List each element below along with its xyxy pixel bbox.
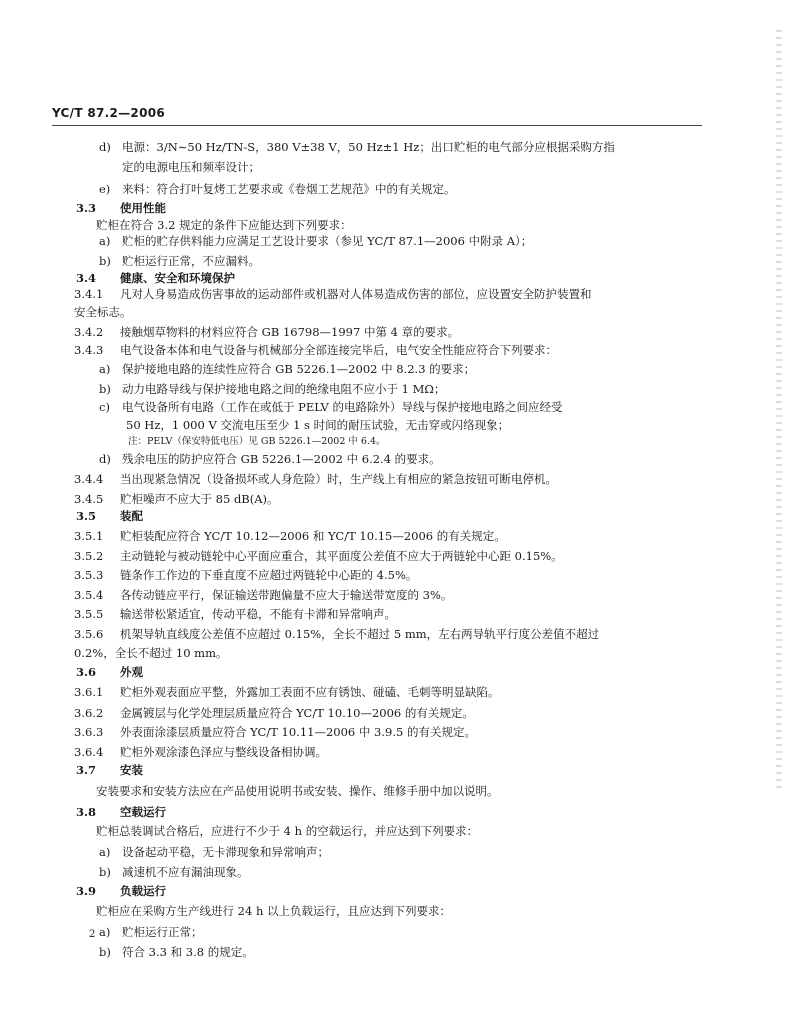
clause-text: 金属镀层与化学处理层质量应符合 YC/T 10.10—2006 的有关规定。 bbox=[120, 706, 474, 720]
section-heading: 负载运行 bbox=[120, 884, 166, 898]
clause-text: 安装要求和安装方法应在产品使用说明书或安装、操作、维修手册中加以说明。 bbox=[96, 784, 499, 798]
header-rule bbox=[52, 125, 702, 126]
clause-number: 3.5.6 bbox=[74, 627, 104, 641]
clause-text: 接触烟草物料的材料应符合 GB 16798—1997 中第 4 章的要求。 bbox=[120, 325, 460, 339]
clause-text: 凡对人身易造成伤害事故的运动部件或机器对人体易造成伤害的部位，应设置安全防护装置和 bbox=[120, 287, 592, 301]
clause-text: 贮柜噪声不应大于 85 dB(A)。 bbox=[120, 492, 279, 506]
clause-number: 3.5.3 bbox=[74, 568, 104, 582]
clause-number: a) bbox=[99, 362, 111, 376]
standard-code-header: YC/T 87.2—2006 bbox=[52, 106, 166, 120]
clause-number: 3.6.4 bbox=[74, 745, 104, 759]
section-heading: 使用性能 bbox=[120, 201, 166, 215]
page-number: 2 bbox=[89, 929, 96, 940]
clause-text: 贮柜外观涂漆色泽应与整线设备相协调。 bbox=[120, 745, 327, 759]
clause-number: 3.8 bbox=[76, 805, 97, 819]
clause-text: 贮柜应在采购方生产线进行 24 h 以上负载运行，且应达到下列要求： bbox=[96, 904, 452, 918]
clause-number: 3.9 bbox=[76, 884, 97, 898]
clause-text: 设备起动平稳，无卡滞现象和异常响声； bbox=[122, 845, 329, 859]
clause-number: 3.7 bbox=[76, 763, 97, 777]
clause-text: 动力电路导线与保护接地电路之间的绝缘电阻不应小于 1 MΩ； bbox=[122, 382, 446, 396]
scan-edge-artifact bbox=[776, 30, 782, 790]
clause-number: 3.5.4 bbox=[74, 588, 104, 602]
clause-text: 安全标志。 bbox=[74, 305, 132, 319]
clause-number: 3.5.2 bbox=[74, 549, 104, 563]
clause-text: 来料：符合打叶复烤工艺要求或《卷烟工艺规范》中的有关规定。 bbox=[122, 182, 456, 196]
clause-text: 输送带松紧适宜，传动平稳，不能有卡滞和异常响声。 bbox=[120, 607, 396, 621]
clause-text: 电气设备所有电路（工作在或低于 PELV 的电路除外）导线与保护接地电路之间应经受 bbox=[122, 400, 563, 414]
clause-number: 3.6.2 bbox=[74, 706, 104, 720]
clause-number: a) bbox=[99, 925, 111, 939]
section-heading: 安装 bbox=[120, 763, 143, 777]
note-text: 注：PELV（保安特低电压）见 GB 5226.1—2002 中 6.4。 bbox=[128, 436, 386, 447]
clause-number: 3.4.3 bbox=[74, 343, 104, 357]
clause-number: 3.6.1 bbox=[74, 685, 104, 699]
clause-text: 贮柜运行正常，不应漏料。 bbox=[122, 254, 260, 268]
clause-number: 3.4.5 bbox=[74, 492, 104, 506]
clause-text: 贮柜在符合 3.2 规定的条件下应能达到下列要求： bbox=[96, 218, 352, 232]
clause-number: a) bbox=[99, 845, 111, 859]
clause-text: 电气设备本体和电气设备与机械部分全部连接完毕后，电气安全性能应符合下列要求： bbox=[120, 343, 557, 357]
section-heading: 空载运行 bbox=[120, 805, 166, 819]
clause-number: 3.5.1 bbox=[74, 529, 104, 543]
clause-text: 保护接地电路的连续性应符合 GB 5226.1—2002 中 8.2.3 的要求； bbox=[122, 362, 476, 376]
clause-text: 各传动链应平行，保证输送带跑偏量不应大于输送带宽度的 3%。 bbox=[120, 588, 453, 602]
clause-text: 贮柜的贮存供料能力应满足工艺设计要求（参见 YC/T 87.1—2006 中附录 A）； bbox=[122, 234, 533, 248]
clause-number: e) bbox=[99, 182, 111, 196]
section-heading: 健康、安全和环境保护 bbox=[120, 271, 235, 285]
clause-text: 0.2%，全长不超过 10 mm。 bbox=[74, 646, 228, 660]
clause-number: 3.5.5 bbox=[74, 607, 104, 621]
clause-number: 3.6.3 bbox=[74, 725, 104, 739]
clause-text: 机架导轨直线度公差值不应超过 0.15%，全长不超过 5 mm，左右两导轨平行度公差值不超过 bbox=[120, 627, 600, 641]
clause-text: 链条作工作边的下垂直度不应超过两链轮中心距的 4.5%。 bbox=[120, 568, 418, 582]
clause-number: 3.6 bbox=[76, 665, 97, 679]
clause-number: a) bbox=[99, 234, 111, 248]
clause-text: 残余电压的防护应符合 GB 5226.1—2002 中 6.2.4 的要求。 bbox=[122, 452, 441, 466]
clause-text: 当出现紧急情况（设备损坏或人身危险）时，生产线上有相应的紧急按钮可断电停机。 bbox=[120, 472, 557, 486]
clause-number: 3.4.4 bbox=[74, 472, 104, 486]
clause-number: b) bbox=[99, 945, 111, 959]
clause-text: 贮柜运行正常； bbox=[122, 925, 203, 939]
clause-number: c) bbox=[99, 400, 110, 414]
clause-text: 电源：3/N∼50 Hz/TN-S，380 V±38 V，50 Hz±1 Hz；出口贮柜的电气部分应根据采购方指 bbox=[122, 140, 615, 154]
clause-text: 定的电源电压和频率设计； bbox=[122, 160, 260, 174]
clause-text: 外表面涂漆层质量应符合 YC/T 10.11—2006 中 3.9.5 的有关规定。 bbox=[120, 725, 476, 739]
clause-text: 贮柜装配应符合 YC/T 10.12—2006 和 YC/T 10.15—2006 的有关规定。 bbox=[120, 529, 506, 543]
section-heading: 装配 bbox=[120, 509, 143, 523]
clause-number: d) bbox=[99, 140, 111, 154]
section-heading: 外观 bbox=[120, 665, 143, 679]
clause-number: 3.4 bbox=[76, 271, 97, 285]
clause-text: 贮柜外观表面应平整，外露加工表面不应有锈蚀、碰磕、毛刺等明显缺陷。 bbox=[120, 685, 500, 699]
clause-text: 主动链轮与被动链轮中心平面应重合，其平面度公差值不应大于两链轮中心距 0.15%。 bbox=[120, 549, 563, 563]
clause-number: 3.4.2 bbox=[74, 325, 104, 339]
clause-text: 贮柜总装调试合格后，应进行不少于 4 h 的空载运行，并应达到下列要求： bbox=[96, 824, 479, 838]
clause-text: 50 Hz，1 000 V 交流电压至少 1 s 时间的耐压试验，无击穿或闪络现象； bbox=[126, 418, 510, 432]
clause-number: 3.4.1 bbox=[74, 287, 104, 301]
clause-number: 3.3 bbox=[76, 201, 97, 215]
clause-number: d) bbox=[99, 452, 111, 466]
clause-number: 3.5 bbox=[76, 509, 97, 523]
clause-number: b) bbox=[99, 382, 111, 396]
clause-number: b) bbox=[99, 254, 111, 268]
clause-text: 减速机不应有漏油现象。 bbox=[122, 865, 249, 879]
clause-number: b) bbox=[99, 865, 111, 879]
clause-text: 符合 3.3 和 3.8 的规定。 bbox=[122, 945, 254, 959]
